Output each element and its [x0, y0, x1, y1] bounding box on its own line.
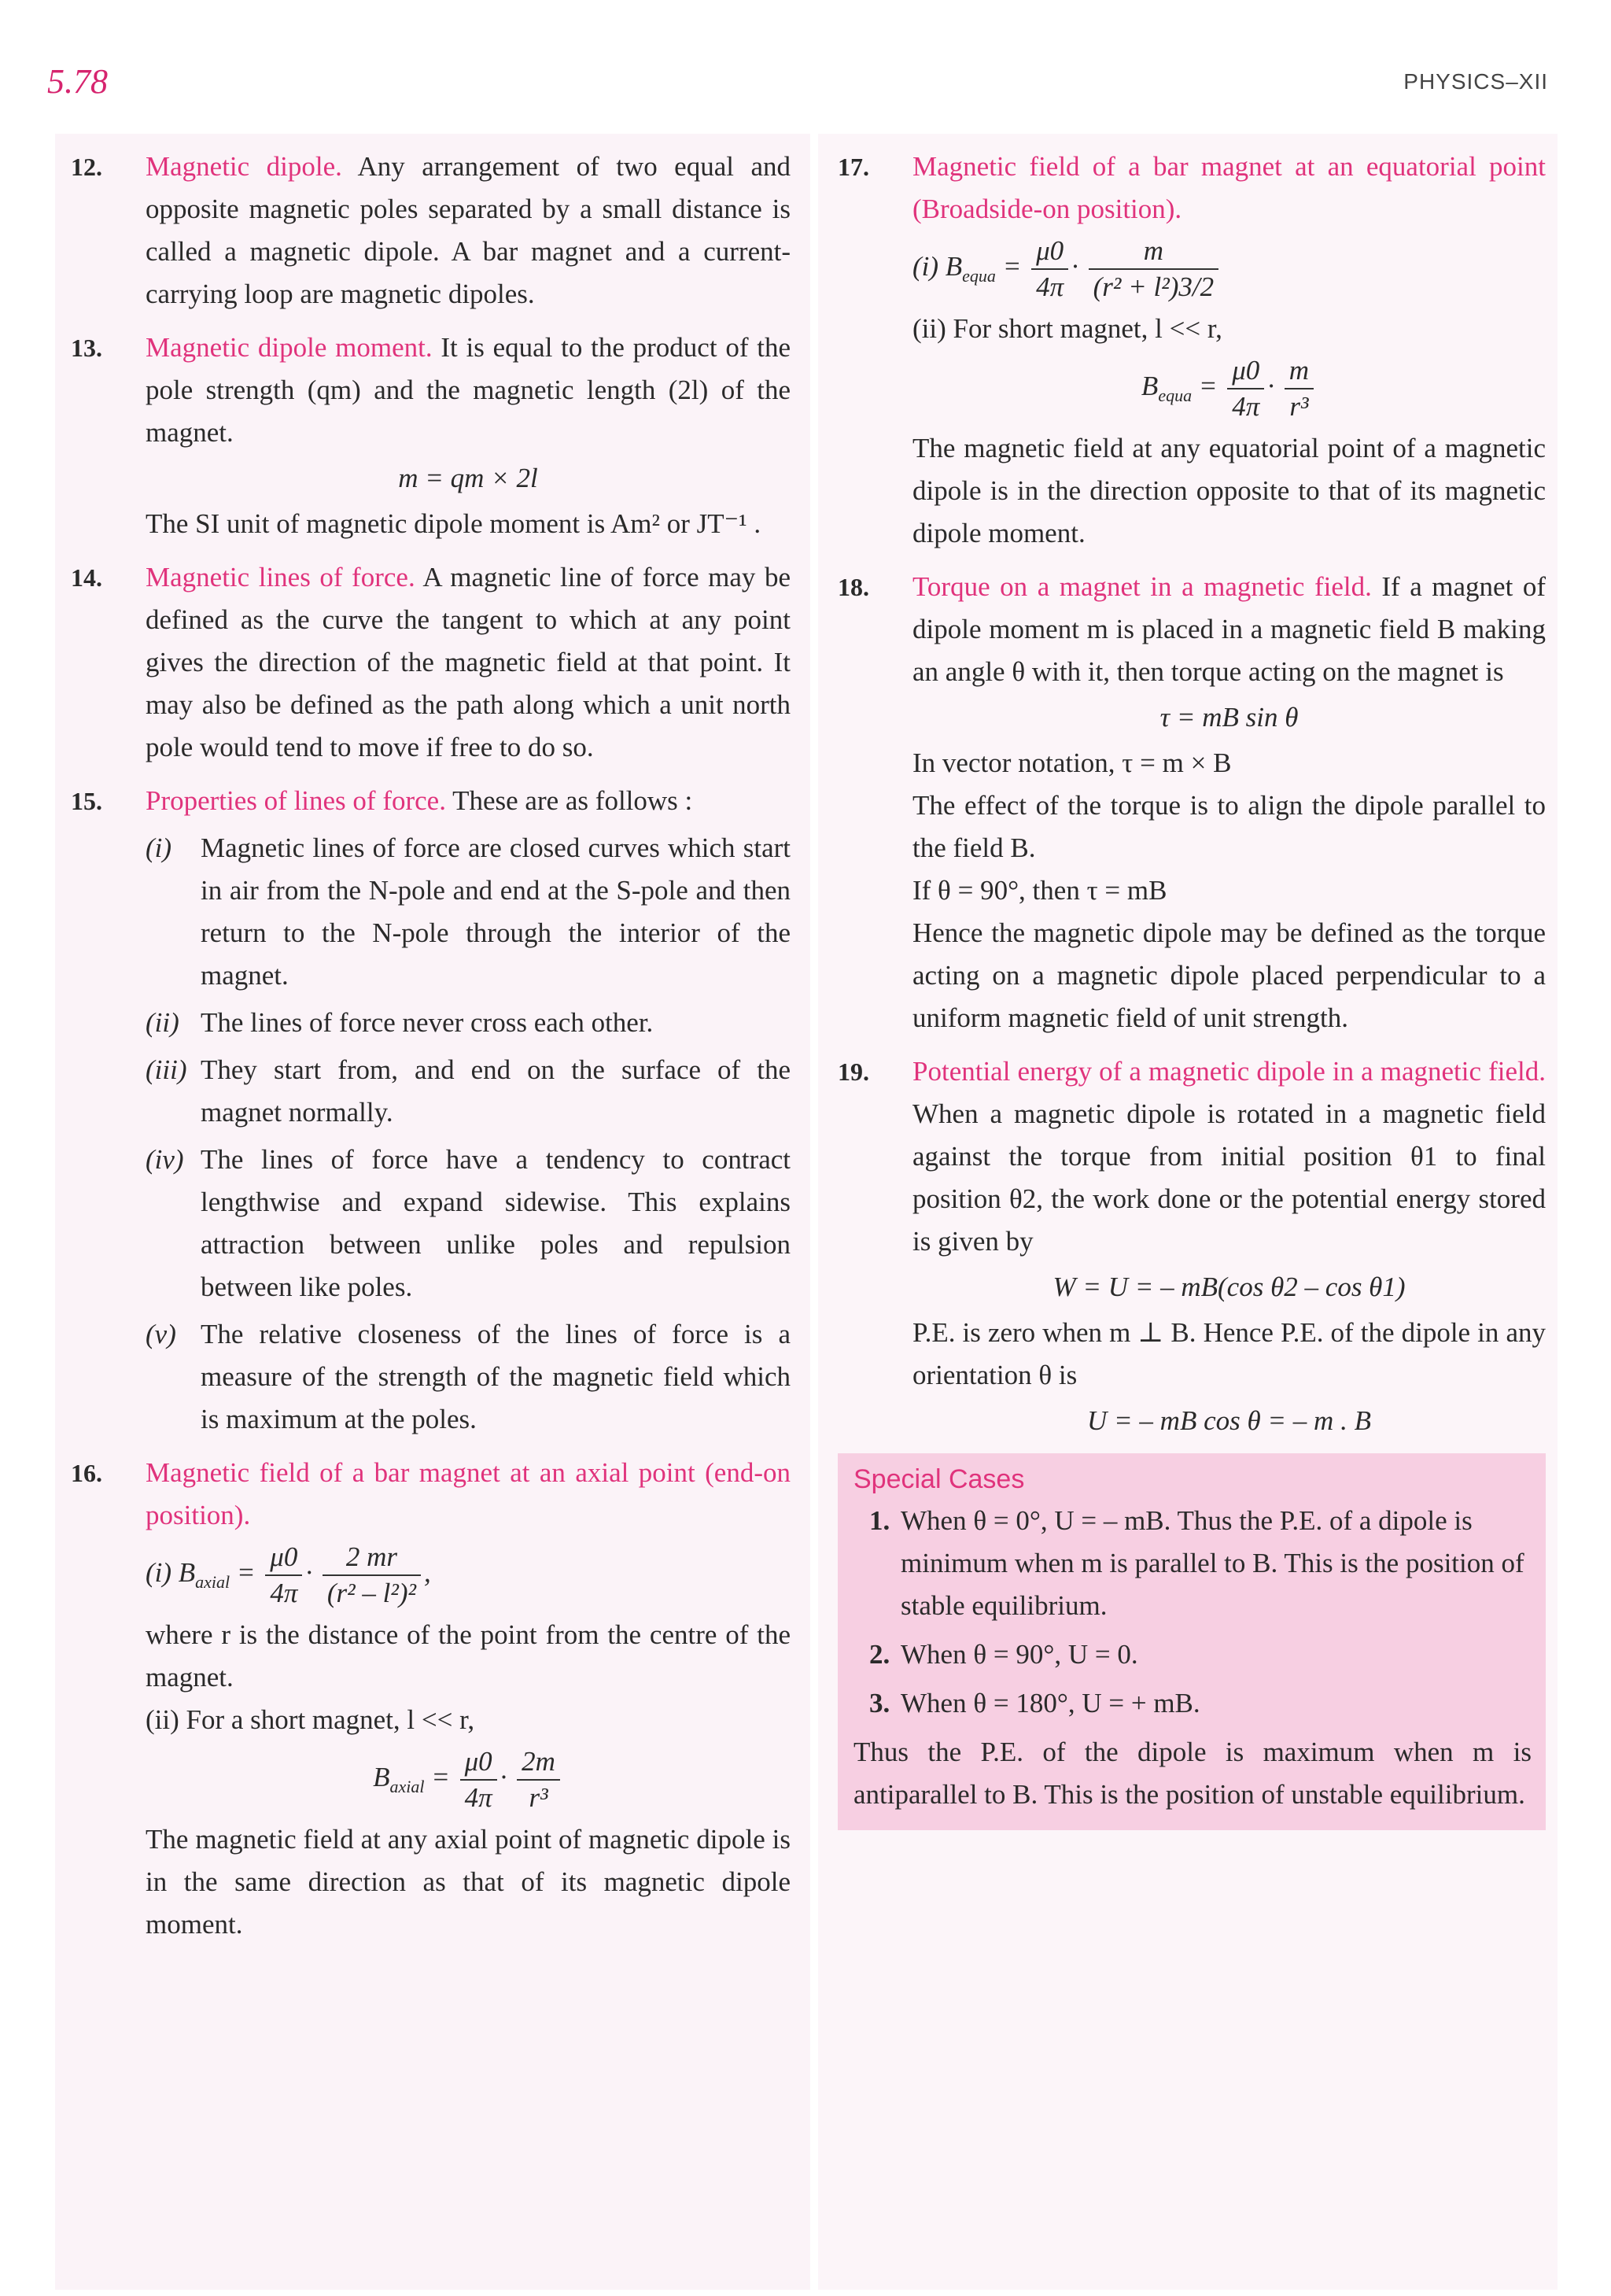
equation: m = qm × 2l: [398, 463, 538, 493]
list-item: [146, 1049, 791, 1134]
item-number: 18.: [838, 573, 869, 601]
item-text: P.E. is zero when m ⊥ B. Hence P.E. of the dipole in any orientation θ is: [912, 1317, 1546, 1390]
list-item: [146, 1139, 791, 1309]
eq-denominator: 4π: [464, 1782, 492, 1813]
list-text: When θ = 90°, U = 0.: [901, 1639, 1138, 1670]
special-cases-title: Special Cases: [853, 1464, 1025, 1494]
eq-denominator: (r² + l²)3/2: [1093, 271, 1215, 302]
special-cases-box: [838, 1453, 1546, 1830]
item-text: It is equal to the product of the pole strength (qm) and the magnetic length (2l) of the magnet.: [146, 332, 791, 448]
eq-subscript: axial: [195, 1572, 230, 1593]
item-text: The effect of the torque is to align the dipole parallel to the field B.: [912, 790, 1546, 863]
list-text: When θ = 180°, U = + mB.: [901, 1688, 1200, 1718]
list-marker: 2.: [869, 1639, 890, 1670]
eq-label: B: [373, 1762, 390, 1793]
list-marker: (iv): [146, 1144, 184, 1175]
eq-numerator: μ0: [460, 1744, 497, 1781]
item-15: [71, 780, 791, 1441]
item-text: where r is the distance of the point from the centre of the magnet.: [146, 1619, 791, 1692]
eq-subscript: axial: [389, 1777, 425, 1797]
item-heading: Magnetic field of a bar magnet at an equatorial point (Broadside-on position).: [912, 151, 1546, 224]
equation-potential-energy: U = – mB cos θ = – m . B: [1087, 1405, 1371, 1436]
list-text: The lines of force never cross each other.: [201, 1007, 654, 1038]
item-text: (ii) For short magnet, l << r,: [912, 313, 1222, 344]
item-14: [71, 556, 791, 769]
list-marker: (iii): [146, 1054, 187, 1085]
item-number: 17.: [838, 153, 869, 181]
list-text: Magnetic lines of force are closed curves which start in air from the N-pole and end at the S-pole and then return to the N-pole through the interior of the magnet.: [201, 832, 791, 991]
item-text: If θ = 90°, then τ = mB: [912, 875, 1167, 906]
special-cases-list: [853, 1500, 1532, 1725]
list-text: The relative closeness of the lines of force is a measure of the strength of the magnetic field which is maximum at the poles.: [201, 1319, 791, 1434]
eq-denominator: 4π: [270, 1578, 298, 1608]
eq-numerator: μ0: [1227, 353, 1264, 389]
item-text: A magnetic line of force may be defined as the curve the tangent to which at any point gives the direction of the magnetic field at that point. It may also be defined as the path along which a unit north pole would tend to move if free to do so.: [146, 562, 791, 762]
eq-numerator: μ0: [1031, 234, 1068, 270]
left-column: [71, 146, 791, 1957]
item-note: The magnetic field at any axial point of magnetic dipole is in the same direction as that of its magnetic dipole moment.: [146, 1824, 791, 1940]
list-item: [853, 1500, 1532, 1627]
eq-numerator: m: [1089, 234, 1218, 270]
item-number: 15.: [71, 787, 102, 815]
eq-subscript: equa: [1158, 386, 1193, 406]
item-number: 16.: [71, 1459, 102, 1487]
item-note: Hence the magnetic dipole may be defined as the torque acting on a magnetic dipole placed perpendicular to a uniform magnetic field of unit strength.: [912, 917, 1546, 1033]
list-marker: 1.: [869, 1505, 890, 1536]
eq-label: (i) B: [146, 1557, 196, 1589]
item-number: 13.: [71, 334, 102, 362]
item-note: The magnetic field at any equatorial point of a magnetic dipole is in the direction opposite to that of its magnetic dipole moment.: [912, 433, 1546, 548]
item-text: These are as follows :: [452, 785, 693, 816]
item-heading: Potential energy of a magnetic dipole in a magnetic field.: [912, 1056, 1546, 1087]
running-head: PHYSICS–XII: [1403, 69, 1548, 94]
list-item: [146, 827, 791, 997]
item-heading: Magnetic lines of force.: [146, 562, 415, 592]
eq-numerator: μ0: [265, 1540, 302, 1576]
item-heading: Torque on a magnet in a magnetic field.: [912, 571, 1372, 602]
equation-torque: τ = mB sin θ: [1159, 702, 1299, 733]
list-marker: (v): [146, 1319, 176, 1349]
eq-subscript: equa: [962, 266, 996, 286]
eq-numerator: 2 mr: [323, 1540, 421, 1576]
eq-denominator: (r² – l²)²: [326, 1578, 417, 1608]
item-text: If a magnet of dipole moment m is placed in a magnetic field B making an angle θ with it, then torque acting on the magnet is: [912, 571, 1546, 687]
eq-denominator: 4π: [1036, 271, 1064, 302]
item-text: Any arrangement of two equal and opposite magnetic poles separated by a small distance is called a magnetic dipole. A bar magnet and a current-carrying loop are magnetic dipoles.: [146, 151, 791, 309]
eq-label: (i) B: [912, 251, 963, 282]
eq-label: B: [1141, 371, 1159, 402]
equation-equatorial: (i) $B_{equa}$ = $\frac{\mu 0}{4\pi}$ · $\frac{m}{\text{(r² + l²)3/2}}$: [912, 234, 1546, 305]
list-text: When θ = 0°, U = – mB. Thus the P.E. of a dipole is minimum when m is parallel to B. This is the position of stable equilibrium.: [901, 1505, 1524, 1621]
special-cases-conclusion: Thus the P.E. of the dipole is maximum when m is antiparallel to B. This is the position of unstable equilibrium.: [853, 1737, 1532, 1810]
page-number: 5.78: [47, 62, 108, 101]
vector-notation: In vector notation, τ = m × B: [912, 747, 1232, 778]
right-column: [838, 146, 1546, 1830]
list-item: [853, 1682, 1532, 1725]
list-item: [146, 1002, 791, 1044]
item-text: When a magnetic dipole is rotated in a magnetic field against the torque from initial position θ1 to final position θ2, the work done or the potential energy stored is given by: [912, 1098, 1546, 1257]
equation-work: W = U = – mB(cos θ2 – cos θ1): [1052, 1272, 1406, 1302]
item-17: [838, 146, 1546, 555]
equation-short-equatorial: $B_{equa}$ = $\frac{\mu 0}{4\pi}$ · $\frac{m}{\text{r³}}$: [912, 353, 1546, 424]
item-number: 12.: [71, 153, 102, 181]
list-item: [146, 1313, 791, 1441]
item-heading: Magnetic dipole.: [146, 151, 342, 182]
item-16: [71, 1452, 791, 1946]
item-19: [838, 1050, 1546, 1442]
item-text: (ii) For a short magnet, l << r,: [146, 1704, 475, 1735]
eq-denominator: r³: [529, 1782, 548, 1813]
properties-list: [146, 827, 791, 1441]
eq-numerator: 2m: [517, 1744, 560, 1781]
item-number: 19.: [838, 1058, 869, 1086]
item-18: [838, 566, 1546, 1039]
equation-axial: (i) $B_{axial}$ = $\frac{\mu 0}{4\pi}$ · $\frac{2 mr}{\text{(r² – l²)²}}$ ,: [146, 1540, 791, 1611]
item-note: The SI unit of magnetic dipole moment is Am² or JT⁻¹ .: [146, 508, 761, 539]
eq-numerator: m: [1285, 353, 1314, 389]
list-marker: (i): [146, 832, 172, 863]
item-heading: Magnetic field of a bar magnet at an axial point (end-on position).: [146, 1457, 791, 1530]
list-text: The lines of force have a tendency to contract lengthwise and expand sidewise. This explains attraction between unlike poles and repulsion between like poles.: [201, 1144, 791, 1302]
item-13: [71, 327, 791, 545]
item-12: [71, 146, 791, 316]
eq-denominator: r³: [1289, 391, 1309, 422]
list-text: They start from, and end on the surface of the magnet normally.: [201, 1054, 791, 1128]
item-heading: Properties of lines of force.: [146, 785, 446, 816]
list-item: [853, 1633, 1532, 1676]
list-marker: (ii): [146, 1007, 179, 1038]
item-number: 14.: [71, 563, 102, 592]
list-marker: 3.: [869, 1688, 890, 1718]
eq-denominator: 4π: [1232, 391, 1260, 422]
equation-short-axial: $B_{axial}$ = $\frac{\mu 0}{4\pi}$ · $\frac{2m}{\text{r³}}$: [146, 1744, 791, 1815]
item-heading: Magnetic dipole moment.: [146, 332, 433, 363]
